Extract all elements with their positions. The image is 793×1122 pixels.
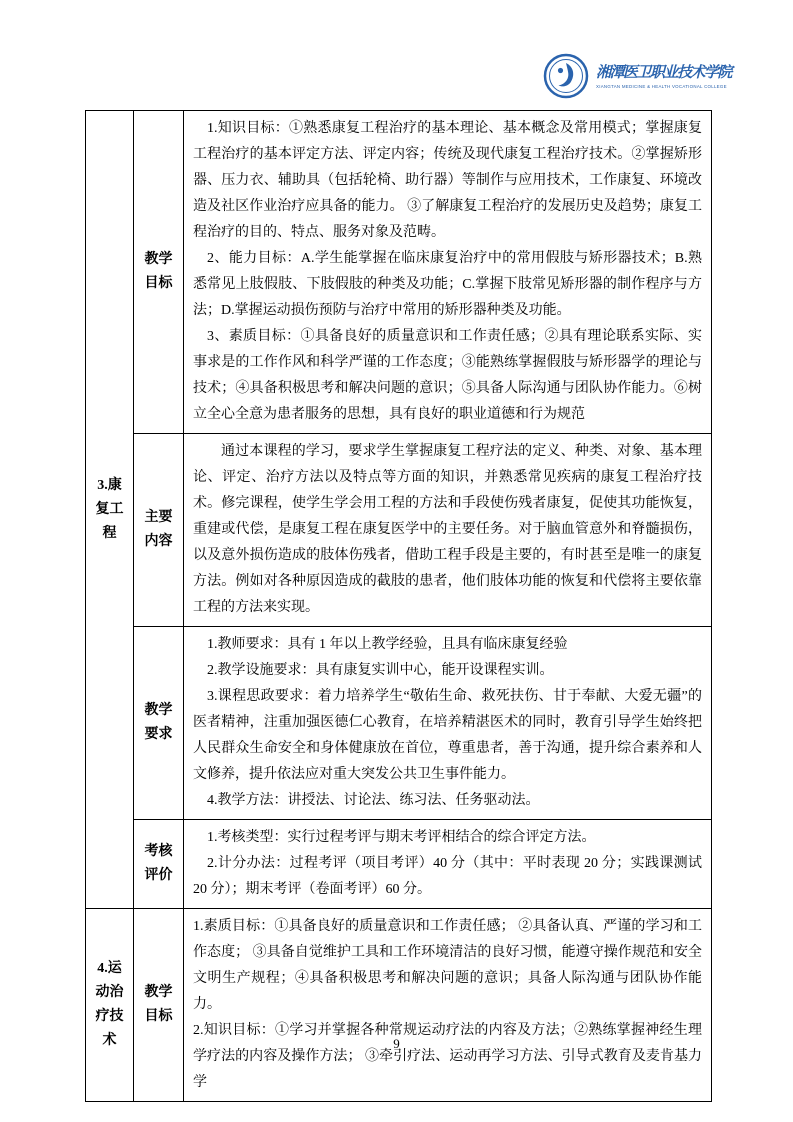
row-header-label: 主要内容 (144, 510, 173, 549)
cell-teaching-objectives (184, 111, 712, 434)
paragraph: 3.课程思政要求：着力培养学生“敬佑生命、救死扶伤、甘于奉献、大爱无疆”的医者精神，注重加强医德仁心教育，在培养精湛医术的同时，教育引导学生始终把人民群众生命安全和身体健康放在首位，尊重患者，善于沟通，提升综合素养和人文修养，提升依法应对重大突发公共卫生事件能力。 (193, 689, 702, 782)
row-header-main-content (134, 434, 184, 627)
category-label: 3.康复工程 (95, 477, 124, 541)
paragraph: 1.素质目标：①具备良好的质量意识和工作责任感； ②具备认真、严谨的学习和工作态度； ③具备自觉维护工具和工作环境清洁的良好习惯，能遵守操作规范和安全文明生产规程；④具备积极思考和解决问题的意识；具备人际沟通与团队协作能力。 (193, 919, 702, 1012)
row-header-label: 教学目标 (144, 252, 173, 291)
cell-assessment-evaluation (184, 820, 712, 909)
row-header-assessment-evaluation (134, 820, 184, 909)
paragraph: 通过本课程的学习，要求学生掌握康复工程疗法的定义、种类、对象、基本理论、评定、治疗方法以及特点等方面的知识，并熟悉常见疾病的康复工程治疗技术。修完课程，使学生学会用工程的方法和手段使伤残者康复，促使其功能恢复，重建或代偿，是康复工程在康复医学中的主要任务。对于脑血管意外和脊髓损伤，以及意外损伤造成的肢体伤残者，借助工程手段是主要的，有时甚至是唯一的康复方法。例如对各种原因造成的截肢的患者，他们肢体功能的恢复和代偿将主要依靠工程的方法来实现。 (193, 444, 702, 615)
college-name-chinese: 湘潭医卫职业技术学院 (596, 65, 732, 81)
row-header-teaching-objectives-2 (134, 909, 184, 1102)
paragraph: 2、能力目标：A.学生能掌握在临床康复治疗中的常用假肢与矫形器技术；B.熟悉常见上肢假肢、下肢假肢的种类及功能；C.掌握下肢常见矫形器的制作程序与方法；D.掌握运动损伤预防与治疗中常用的矫形器种类及功能。 (193, 251, 702, 318)
row-header-teaching-objectives (134, 111, 184, 434)
table-row (86, 820, 712, 909)
table-row (86, 434, 712, 627)
table-row (86, 909, 712, 1102)
paragraph: 1.知识目标：①熟悉康复工程治疗的基本理论、基本概念及常用模式；掌握康复工程治疗的基本评定方法、评定内容；传统及现代康复工程治疗技术。②掌握矫形器、压力衣、辅助具（包括轮椅、助行器）等制作与应用技术，工作康复、环境改造及社区作业治疗应具备的能力。 ③了解康复工程治疗的发展历史及趋势；康复工程治疗的目的、特点、服务对象及范畴。 (193, 121, 702, 240)
paragraph: 2.知识目标：①学习并掌握各种常规运动疗法的内容及方法；②熟练掌握神经生理学疗法的内容及操作方法； ③牵引疗法、运动再学习方法、引导式教育及麦肯基力学 (193, 1023, 702, 1090)
row-header-label: 教学目标 (144, 985, 173, 1024)
paragraph: 2.教学设施要求：具有康复实训中心，能开设课程实训。 (207, 663, 554, 678)
row-header-label: 教学要求 (144, 703, 173, 742)
row-header-label: 考核评价 (144, 844, 173, 883)
table-row (86, 111, 712, 434)
college-name-english: XIANGTAN MEDICINE & HEALTH VOCATIONAL COLLEGE (596, 84, 727, 89)
cell-main-content (184, 434, 712, 627)
category-cell-exercise-therapy (86, 909, 134, 1102)
paragraph: 4.教学方法：讲授法、讨论法、练习法、任务驱动法。 (207, 793, 540, 808)
paragraph: 1.考核类型：实行过程考评与期末考评相结合的综合评定方法。 (207, 830, 596, 845)
college-logo (543, 53, 793, 99)
row-header-teaching-requirements (134, 627, 184, 820)
table-row (86, 627, 712, 820)
syllabus-table (85, 110, 712, 1102)
paragraph: 3、素质目标：①具备良好的质量意识和工作责任感；②具有理论联系实际、实事求是的工作作风和科学严谨的工作态度；③能熟练掌握假肢与矫形器学的理论与技术；④具备积极思考和解决问题的意识；⑤具备人际沟通与团队协作能力。⑥树立全心全意为患者服务的思想，具有良好的职业道德和行为规范 (193, 329, 702, 422)
paragraph: 1.教师要求：具有 1 年以上教学经验，且具有临床康复经验 (207, 637, 568, 652)
paragraph: 2.计分办法：过程考评（项目考评）40 分（其中：平时表现 20 分；实践课测试 20 分）；期末考评（卷面考评）60 分。 (193, 856, 702, 897)
page-number: 9 (393, 1036, 400, 1051)
cell-teaching-objectives-2 (184, 909, 712, 1102)
college-logo-text (596, 61, 793, 91)
cell-teaching-requirements (184, 627, 712, 820)
category-cell-rehab-engineering (86, 111, 134, 909)
college-logo-emblem (543, 53, 589, 99)
category-label: 4.运动治疗技术 (95, 961, 124, 1048)
